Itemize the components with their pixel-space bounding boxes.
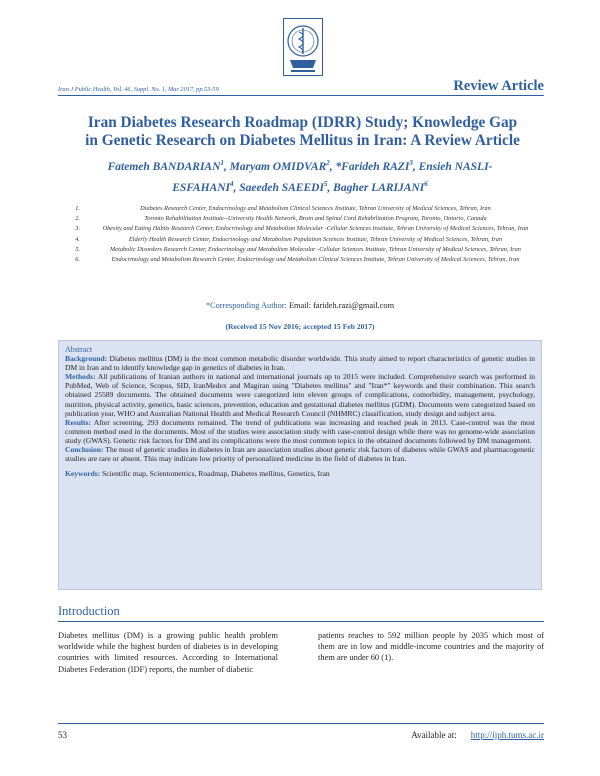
abstract-background: Background: Diabetes mellitus (DM) is the most common metabolic disorder worldwide. This study aimed to report characteristics of genetic studies in DM in Iran and to identify knowledge gap in genetics of diabetes in Iran. xyxy=(65,354,536,373)
author: *Farideh RAZI$^3$ xyxy=(335,159,413,173)
journal-citation: Iran J Public Health, Vol. 46, Suppl. No. 1, Mar 2017, pp.53-59 xyxy=(58,86,219,93)
affiliation-item: 4. Elderly Health Research Center, Endocrinology and Metabolism Population Sciences Institute, Tehran University of Medical Sciences, Tehran, Iran xyxy=(75,235,503,243)
article-type: Review Article xyxy=(453,78,544,94)
author: Saeedeh SAEEDI$^5$ xyxy=(239,179,328,194)
affiliation-list xyxy=(58,204,546,265)
abstract-heading: Abstract xyxy=(65,345,93,354)
affiliation-item: 3. Obesity and Eating Habits Research Center, Endocrinology and Metabolism Molecular -Cellular Sciences Institute, Tehran University of Medical Sciences, Tehran, Iran xyxy=(75,225,529,233)
affiliation-item: 1. Diabetes Research Center, Endocrinology and Metabolism Clinical Sciences Institute, Tehran University of Medical Sciences, Tehran, Iran xyxy=(75,205,491,212)
corresponding-email[interactable]: Email: farideh.razi@gmail.com xyxy=(288,301,395,310)
journal-logo xyxy=(283,18,323,76)
corresponding-author xyxy=(0,301,600,310)
affiliation-item: 5. Metabolic Disorders Research Center, Endocrinology and Metabolism Molecular -Cellular Sciences Institute, Tehran University of Medical Sciences, Tehran, Iran xyxy=(75,245,521,253)
header-divider xyxy=(58,95,544,96)
footer-divider xyxy=(58,723,544,724)
journal-url-link[interactable]: http://ijph.tums.ac.ir xyxy=(470,730,544,740)
article-title: Iran Diabetes Research Roadmap (IDRR) Study; Knowledge Gap in Genetic Research on Diabetes Mellitus in Iran: A Review Article xyxy=(85,114,520,149)
abstract-conclusion: Conclusion: The most of genetic studies in diabetes in Iran are association studies about genetic risk factors of diabetes while GWAS and pharmacogenetic studies are rare or absent. This may indicate low priority of personalized medicine in the field of diabetes in Iran. xyxy=(65,445,535,464)
affiliation-item: 6. Endocrinology and Metabolism Research Center, Endocrinology and Metabolism Clinical Sciences Institute, Tehran University of Medical Sciences, Tehran, Iran xyxy=(75,255,520,263)
author: Ensieh NASLI-ESFAHANI$^4$ xyxy=(172,160,493,194)
author: Fatemeh BANDARIAN$^1$ xyxy=(107,159,224,173)
abstract-box xyxy=(58,340,542,590)
abstract-results: Results: After screening, 293 documents remained. The trend of publications was increasing and reached peak in 2013. Case-control was the most common method used in the documents. Most of the studies were association study with case-control design while there was no genome-wide association study (GWAS). Genetic risk factors for DM and its complications were the most common topics in the obtained documents followed by DM management. xyxy=(65,417,535,445)
author: Maryam OMIDVAR$^2$ xyxy=(229,159,330,173)
author-list: Fatemeh BANDARIAN$^1$, Maryam OMIDVAR$^2$, *Farideh RAZI$^3$, Ensieh NASLI-ESFAHANI$^4$, Saeedeh SAEEDI$^5$, Bagher LARIJANI$^6$ xyxy=(107,159,493,194)
affiliation-item: 2. Toronto Rehabilitation Institute--University Health Network, Brain and Spinal Cord Rehabilitation Program, Toronto, Ontario, Canada xyxy=(75,215,487,223)
introduction-heading: Introduction xyxy=(58,604,120,618)
author: Bagher LARIJANI$^6$ xyxy=(333,179,428,194)
abstract-keywords: Keywords: Scientific map, Scientometrics, Roadmap, Diabetes mellitus, Genetics, Iran xyxy=(65,469,330,479)
available-label: Available at: xyxy=(411,730,457,740)
page-number: 53 xyxy=(58,730,67,740)
availability xyxy=(411,730,544,740)
corresponding-label: *Corresponding Author: xyxy=(205,301,287,310)
received-dates: (Received 15 Nov 2016; accepted 15 Feb 2017) xyxy=(225,322,375,331)
abstract-methods: Methods: All publications of Iranian authors in national and international journals up to 2015 were included. Comprehensive search was performed in PubMed, Web of Science, Scopus, SID, IranMedex and Magiran using "Diabetes mellitus" and "Iran*" keywords and their combination. This search obtained 25589 documents. The obtained documents were categorized into eleven groups of complications, comorbidity, management, psychology, nutrition, physical activity, genetics, basic sciences, prevention, education and gestational diabetes mellitus (GDM). Documents were categorized based on publication year, WHO and Australian National Health and Medical Research Council (NHMRC) classification, study design and subject area. xyxy=(65,372,535,418)
introduction-column-1: Diabetes mellitus (DM) is a growing public health problem worldwide while the highest burden of diabetes is in developing countries with limited resources. According to International Diabetes Federation (IDF) reports, the number of diabetic xyxy=(58,630,278,674)
introduction-divider xyxy=(58,621,544,622)
introduction-column-2: patients reaches to 592 million people by 2035 which most of them are in low and middle-income countries and the majority of them are under 60 (1). xyxy=(318,630,544,663)
